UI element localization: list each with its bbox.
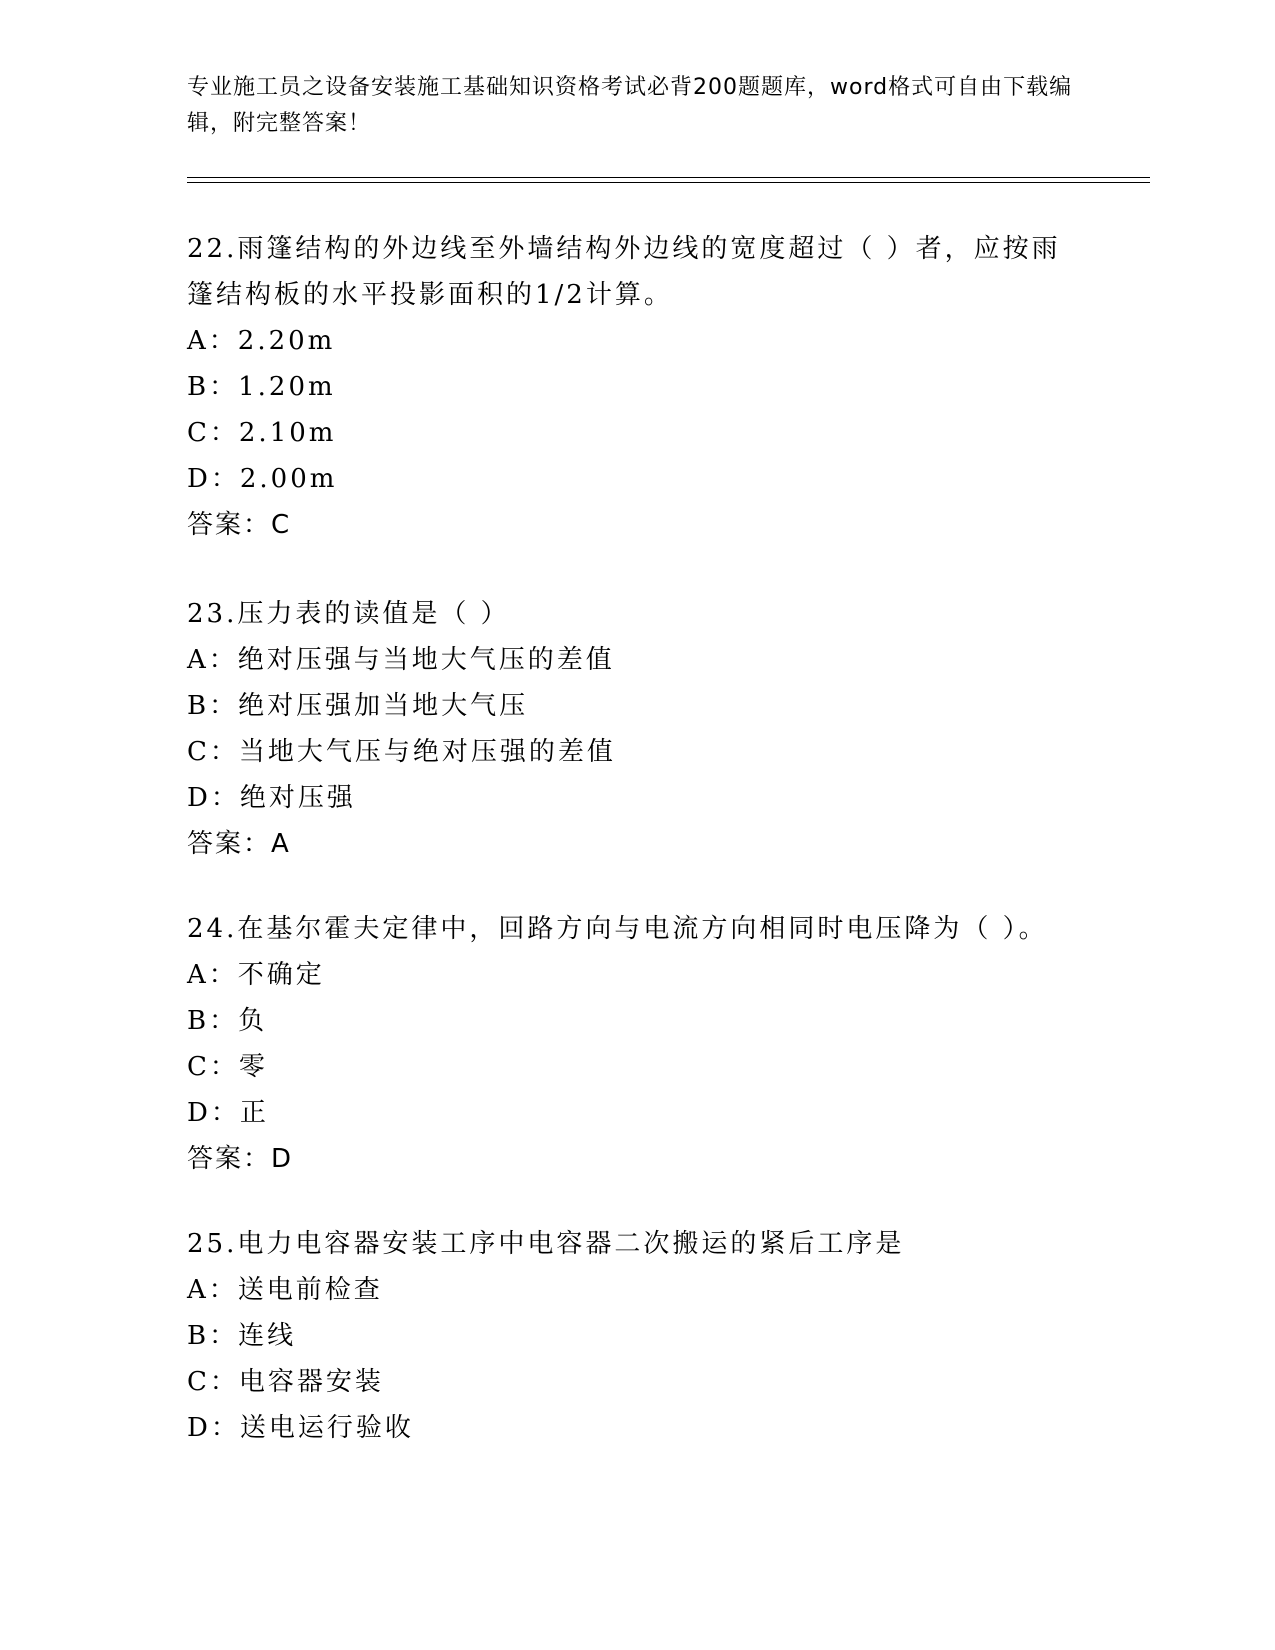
option-a: A：不确定 xyxy=(187,960,325,990)
question-24 xyxy=(187,906,1067,1182)
answer-line xyxy=(187,1136,1067,1182)
answer-value: C xyxy=(271,510,292,540)
option-b: B：绝对压强加当地大气压 xyxy=(187,691,529,721)
answer-label: 答案： xyxy=(187,510,272,540)
option-b: B：1.20m xyxy=(187,372,336,402)
question-23 xyxy=(187,591,1067,867)
question-stem: 25.电力电容器安装工序中电容器二次搬运的紧后工序是 xyxy=(187,1229,905,1259)
answer-label: 答案： xyxy=(187,829,272,859)
answer-value: A xyxy=(271,829,291,859)
option-d: D：正 xyxy=(187,1098,269,1128)
question-stem: 24.在基尔霍夫定律中，回路方向与电流方向相同时电压降为（ ）。 xyxy=(187,914,1048,944)
answer-line xyxy=(187,821,1067,867)
document-header: 专业施工员之设备安装施工基础知识资格考试必背200题题库，word格式可自由下载编辑，附完整答案！ xyxy=(187,75,1073,136)
option-a: A：2.20m xyxy=(187,326,336,356)
header-rule-bottom xyxy=(187,182,1150,183)
option-c: C：零 xyxy=(187,1052,268,1082)
option-b: B：连线 xyxy=(187,1321,297,1351)
header-rule-top xyxy=(187,177,1150,178)
answer-line xyxy=(187,502,1067,548)
option-a: A：绝对压强与当地大气压的差值 xyxy=(187,645,615,675)
option-d: D：绝对压强 xyxy=(187,783,356,813)
option-c: C：2.10m xyxy=(187,418,337,448)
question-stem: 22.雨篷结构的外边线至外墙结构外边线的宽度超过（ ）者，应按雨篷结构板的水平投影面积的1/2计算。 xyxy=(187,234,1061,310)
question-25 xyxy=(187,1221,1067,1451)
option-d: D：2.00m xyxy=(187,464,338,494)
option-c: C：当地大气压与绝对压强的差值 xyxy=(187,737,616,767)
answer-label: 答案： xyxy=(187,1144,272,1174)
answer-value: D xyxy=(271,1144,294,1174)
option-c: C：电容器安装 xyxy=(187,1367,384,1397)
option-d: D：送电运行验收 xyxy=(187,1413,414,1443)
question-22 xyxy=(187,226,1067,548)
option-a: A：送电前检查 xyxy=(187,1275,383,1305)
question-stem: 23.压力表的读值是（ ） xyxy=(187,599,510,629)
option-b: B：负 xyxy=(187,1006,268,1036)
